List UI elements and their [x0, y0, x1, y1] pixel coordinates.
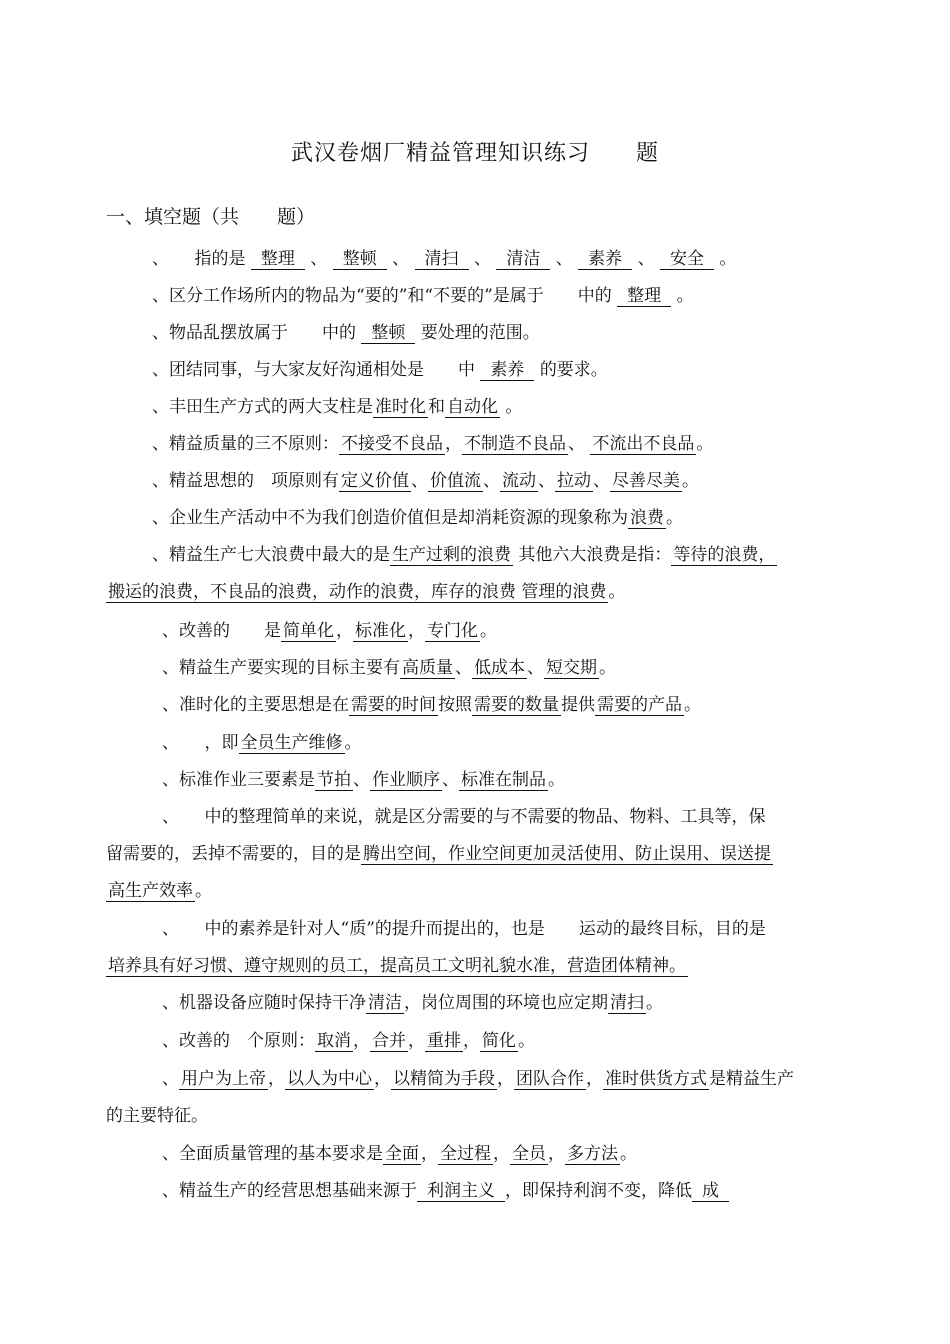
answer-blank: 不流出不良品 [592, 434, 695, 454]
answer-blank: 作业顺序 [372, 770, 440, 790]
answer-blank: 素养 [578, 249, 632, 270]
answer-blank: 取消 [317, 1031, 351, 1051]
exercise-line: 、全面质量管理的基本要求是 全面 ， 全过程 ， 全员 ， 多方法 。 [162, 1144, 637, 1164]
page-title: 武汉卷烟厂精益管理知识练习 题 [290, 141, 659, 166]
answer-blank: 生产过剩的浪费 [392, 545, 511, 565]
section-heading: 一、填空题（共 题） [106, 206, 316, 228]
answer-blank: 高质量 [402, 658, 453, 678]
answer-blank: 用户为上帝 [181, 1069, 266, 1089]
answer-blank: 安全 [660, 249, 714, 270]
exercise-line: 、机器设备应随时保持干净 清洁 ，岗位周围的环境也应定期 清扫 。 [162, 993, 663, 1013]
answer-blank: 重排 [427, 1031, 461, 1051]
answer-blank: 整理 [617, 286, 671, 307]
answer-blank: 团队合作 [516, 1069, 584, 1089]
answer-blank: 以精简为手段 [393, 1069, 495, 1089]
exercise-line: 的主要特征。 [106, 1106, 208, 1126]
answer-blank: 节拍 [317, 770, 351, 790]
answer-blank: 搬运的浪费，不良品的浪费，动作的浪费，库存的浪费 管理的浪费 [108, 582, 607, 602]
exercise-line: 、精益生产的经营思想基础来源于 利润主义 ，即保持利润不变，降低 成 [162, 1180, 729, 1202]
exercise-line: 、准时化的主要思想是在 需要的时间 按照 需要的数量 提供 需要的产品 。 [162, 695, 701, 715]
answer-blank: 拉动 [557, 471, 591, 491]
exercise-line: 、精益生产七大浪费中最大的是 生产过剩的浪费 其他六大浪费是指： 等待的浪费， [152, 545, 776, 565]
exercise-line: 、企业生产活动中不为我们创造价值但是却消耗资源的现象称为 浪费 。 [152, 508, 683, 528]
answer-blank: 清扫 [610, 993, 644, 1013]
answer-blank: 高生产效率 [108, 881, 193, 901]
answer-blank: 培养具有好习惯、遵守规则的员工，提高员工文明礼貌水准，营造团体精神。 [108, 956, 686, 976]
exercise-line: 、改善的 个原则： 取消 ， 合并 ， 重排 ， 简化 。 [162, 1031, 535, 1051]
answer-blank: 简化 [482, 1031, 516, 1051]
exercise-line: 、 ，即 全员生产维修 。 [162, 733, 362, 753]
answer-blank: 标准化 [355, 621, 406, 641]
answer-blank: 简单化 [283, 621, 334, 641]
exercise-line: 、 指的是 整理 、 整顿 、 清扫 、 清洁 、 素养 、 安全 。 [152, 249, 737, 269]
answer-blank: 流动 [502, 471, 536, 491]
exercise-line [106, 955, 688, 977]
answer-blank: 准时化 [375, 397, 426, 417]
answer-blank: 清洁 [496, 249, 550, 270]
answer-blank: 全员生产维修 [240, 733, 343, 753]
exercise-line: 、丰田生产方式的两大支柱是 准时化 和 自动化 。 [152, 397, 523, 417]
answer-blank: 全过程 [440, 1144, 491, 1164]
answer-blank: 多方法 [567, 1144, 618, 1164]
answer-blank: 浪费 [630, 508, 664, 528]
exercise-line: 、精益思想的 项原则有 定义价值 、 价值流 、 流动 、 拉动 、 尽善尽美 。 [152, 471, 699, 491]
answer-blank: 需要的数量 [474, 695, 559, 715]
answer-blank: 需要的产品 [597, 695, 682, 715]
exercise-line: 、精益生产要实现的目标主要有 高质量 、 低成本 、 短交期 。 [162, 658, 616, 678]
answer-blank: 腾出空间，作业空间更加灵活使用、防止误用、误送提 [363, 844, 771, 864]
answer-blank: 低成本 [474, 658, 525, 678]
answer-blank: 标准在制品 [461, 770, 546, 790]
exercise-line: 、 中的素养是针对人“质”的提升而提出的，也是 运动的最终目标，目的是 [162, 919, 766, 939]
answer-blank: 不接受不良品 [341, 434, 443, 454]
exercise-line: 、精益质量的三不原则： 不接受不良品 ， 不制造不良品 、 不流出不良品 。 [152, 434, 714, 454]
answer-blank: 价值流 [430, 471, 481, 491]
answer-blank: 整顿 [361, 323, 415, 344]
answer-blank: 尽善尽美 [612, 471, 680, 491]
answer-blank: 合并 [372, 1031, 406, 1051]
answer-blank: 清洁 [368, 993, 402, 1013]
exercise-line: 、改善的 是 简单化 ， 标准化 ， 专门化 。 [162, 621, 497, 641]
answer-blank: 自动化 [447, 397, 498, 417]
answer-blank: 整理 [251, 249, 305, 270]
exercise-line: 留需要的，丢掉不需要的，目的是 腾出空间，作业空间更加灵活使用、防止误用、误送提 [106, 844, 771, 864]
answer-blank: 需要的时间 [351, 695, 436, 715]
exercise-line: 、物品乱摆放属于 中的 整顿 要处理的范围。 [152, 323, 540, 343]
answer-blank: 不制造不良品 [464, 434, 566, 454]
answer-blank: 成 [692, 1181, 729, 1202]
answer-blank: 清扫 [415, 249, 469, 270]
answer-blank: 等待的浪费， [673, 545, 776, 565]
exercise-line: 、团结同事，与大家友好沟通相处是 中 素养 的要求。 [152, 360, 608, 380]
exercise-line: 、标准作业三要素是 节拍 、 作业顺序 、 标准在制品 。 [162, 770, 565, 790]
answer-blank: 整顿 [333, 249, 387, 270]
exercise-line: 高生产效率 。 [108, 881, 212, 901]
answer-blank: 短交期 [546, 658, 597, 678]
exercise-line: 、 中的整理简单的来说，就是区分需要的与不需要的物品、物料、工具等，保 [162, 807, 766, 827]
answer-blank: 专门化 [427, 621, 478, 641]
answer-blank: 定义价值 [341, 471, 409, 491]
answer-blank: 以人为中心 [287, 1069, 372, 1089]
answer-blank: 利润主义 [417, 1181, 505, 1202]
exercise-line: 搬运的浪费，不良品的浪费，动作的浪费，库存的浪费 管理的浪费 。 [108, 582, 626, 602]
answer-blank: 素养 [480, 360, 534, 381]
answer-blank: 准时供货方式 [605, 1069, 707, 1089]
answer-blank: 全面 [385, 1144, 419, 1164]
exercise-line: 、区分工作场所内的物品为“要的”和“不要的”是属于 中的 整理 。 [152, 286, 694, 306]
answer-blank: 全员 [512, 1144, 546, 1164]
exercise-line: 、 用户为上帝 ， 以人为中心 ， 以精简为手段 ， 团队合作 ， 准时供货方式 是精益生产 [162, 1069, 794, 1089]
